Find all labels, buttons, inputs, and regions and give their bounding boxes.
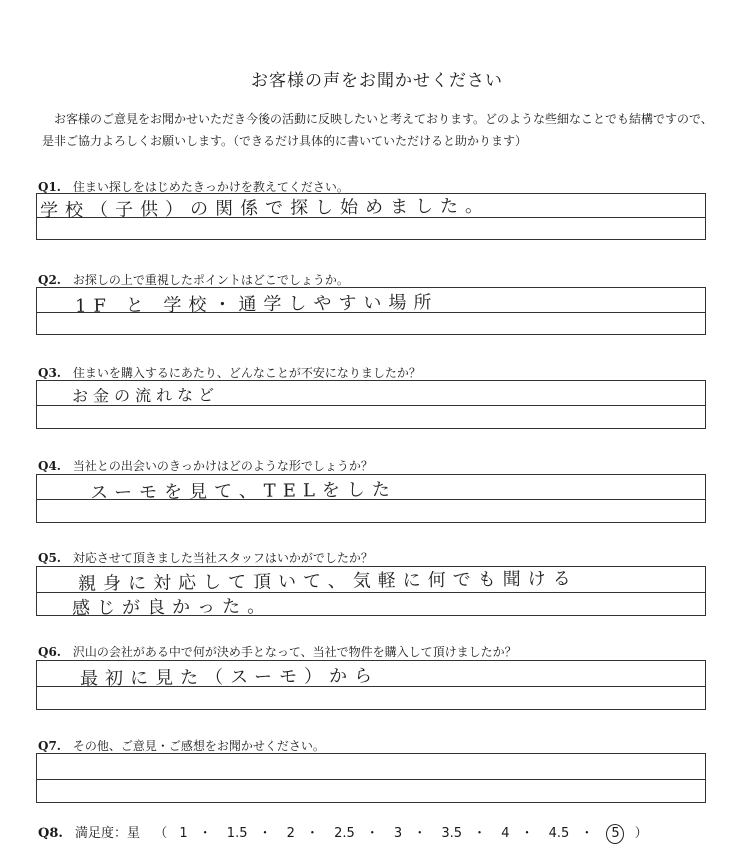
question-text: その他、ご意見・ご感想をお聞かせください。 bbox=[72, 739, 325, 753]
question-number: Q2. bbox=[38, 273, 61, 287]
rating-option[interactable]: 3 bbox=[393, 826, 403, 841]
answer-3-line-1: お金の流れなど bbox=[71, 385, 220, 406]
question-text: 住まい探しをはじめたきっかけを教えてください。 bbox=[72, 180, 349, 194]
question-text: 住まいを購入するにあたり、どんなことが不安になりましたか？ bbox=[72, 366, 421, 380]
question-text: 当社との出会いのきっかけはどのような形でしょうか？ bbox=[72, 459, 373, 473]
question-number: Q6. bbox=[38, 645, 61, 659]
question-number: Q5. bbox=[38, 551, 61, 565]
question-text: 対応させて頂きました当社スタッフはいかがでしたか？ bbox=[72, 551, 373, 565]
question-3 bbox=[38, 364, 421, 381]
question-2 bbox=[38, 271, 349, 288]
rating-option[interactable]: 2.5 bbox=[334, 826, 355, 841]
rating-option[interactable]: 1 bbox=[179, 826, 188, 841]
intro-text: お客様のご意見をお聞かせいただき今後の活動に反映したいと考えております。どのような些細なことでも結構ですので、是非ご協力よろしくお願いします。（できるだけ具体的に書いていただけると助かります） bbox=[42, 112, 713, 148]
rating-option[interactable]: 1.5 bbox=[226, 826, 248, 841]
rating-close-paren: ） bbox=[634, 826, 648, 841]
answer-2-line-1: 1F と 学校・通学しやすい場所 bbox=[74, 292, 439, 317]
rating-open-paren: （ bbox=[154, 826, 168, 841]
answer-1-line-1: 学校（子供）の関係で探し始めました。 bbox=[39, 195, 491, 222]
question-number: Q1. bbox=[38, 180, 61, 194]
rating-option[interactable]: 2 bbox=[286, 826, 295, 841]
rating-option[interactable]: 3.5 bbox=[441, 826, 463, 841]
answer-6-line-1: 最初に見た（スーモ）から bbox=[79, 665, 380, 690]
question-5 bbox=[38, 549, 373, 566]
rating-option-selected[interactable]: 5 bbox=[606, 824, 624, 844]
question-4 bbox=[38, 457, 373, 474]
question-text: お探しの上で重視したポイントはどこでしょうか。 bbox=[72, 273, 349, 287]
question-7 bbox=[38, 737, 325, 754]
answer-5-line-1: 親身に対応して頂いて、気軽に何でも聞ける bbox=[77, 568, 578, 595]
question-number: Q7. bbox=[38, 739, 61, 753]
satisfaction-row bbox=[38, 822, 654, 844]
question-6 bbox=[38, 643, 517, 660]
answer-5-line-2: 感じが良かった。 bbox=[71, 595, 273, 620]
question-number: Q8. bbox=[38, 826, 63, 841]
question-number: Q3. bbox=[38, 366, 61, 380]
question-text: 沢山の会社がある中で何が決め手となって、当社で物件を購入して頂けましたか？ bbox=[72, 645, 517, 659]
satisfaction-label: 満足度：星 bbox=[75, 826, 141, 841]
answer-4-line-1: スーモを見て、TELをした bbox=[89, 479, 397, 504]
answer-box-7[interactable] bbox=[36, 753, 706, 803]
rating-options: （ 1 ・ 1.5 ・ 2 ・ 2.5 ・ 3 ・ 3.5 ・ 4 ・ 4.5 ・ 5 ） bbox=[148, 826, 653, 841]
question-number: Q4. bbox=[38, 459, 61, 473]
page-title: お客様の声をお聞かせください bbox=[251, 71, 503, 91]
rating-option[interactable]: 4.5 bbox=[548, 826, 570, 841]
rating-option[interactable]: 4 bbox=[501, 826, 510, 841]
